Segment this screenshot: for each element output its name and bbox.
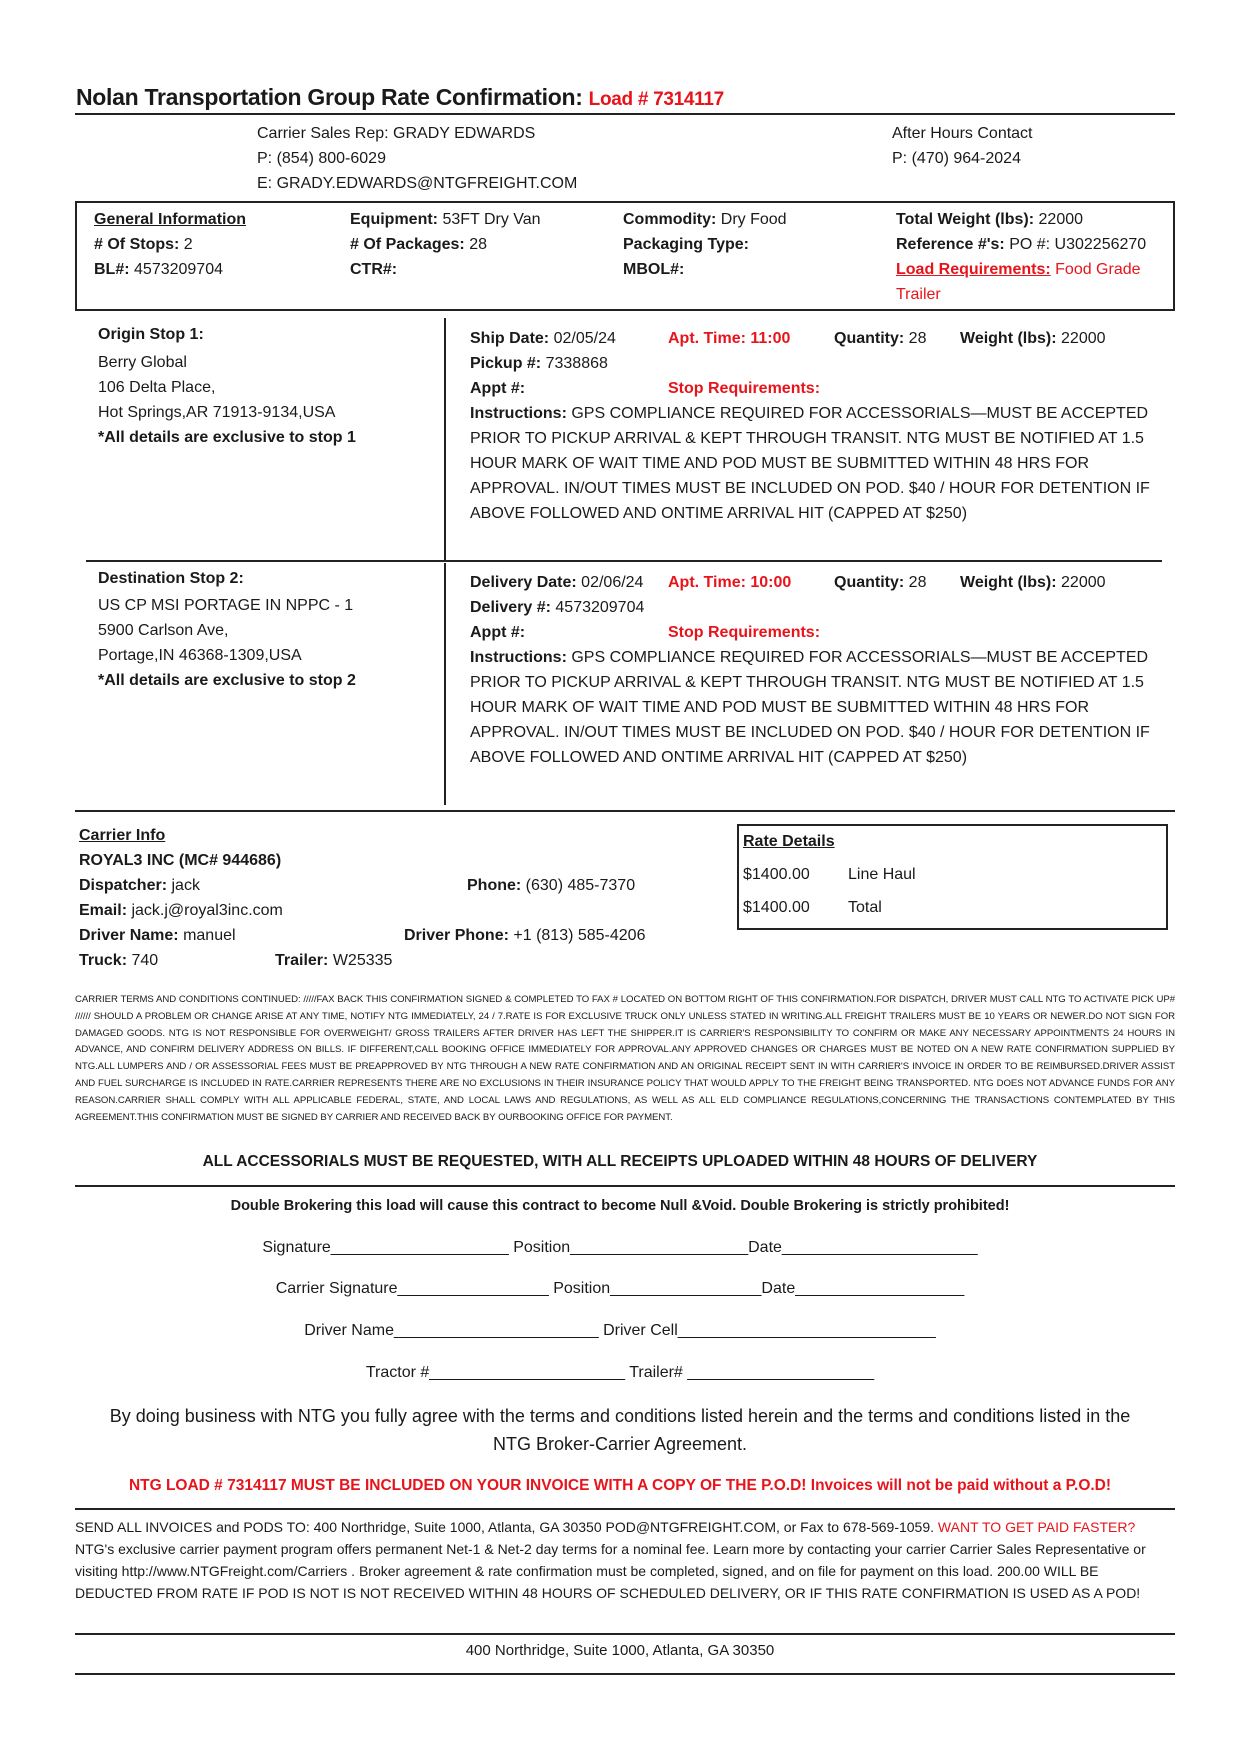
carrier-email-value: jack.j@royal3inc.com (131, 902, 283, 919)
truck-label: Truck: (79, 952, 128, 969)
general-info-heading: General Information (94, 211, 247, 228)
reference-label: Reference #'s: (896, 236, 1005, 253)
pickup-number-value: 7338868 (545, 355, 608, 372)
payment-program-text: NTG's exclusive carrier payment program offers permanent Net-1 & Net-2 day terms for a nominal fee. Learn more by contacting your carrier Carrier Sales Representative or visiting http://www.NTGFreight.com/Carriers . Broker agreement & rate confirmation must be completed, signed, and on file for payment on this load. 200.00 WILL BE DEDUCTED FROM RATE IF POD IS NOT IS NOT RECEIVED WITHIN 48 HOURS OF SCHEDULED DELIVERY, OR IF THIS RATE CONFIRMATION IS USED AS A POD! (75, 1541, 1146, 1601)
accessorials-notice: ALL ACCESSORIALS MUST BE REQUESTED, WITH ALL RECEIPTS UPLOADED WITHIN 48 HOURS OF DELIVERY (202, 1153, 1038, 1170)
dispatcher-label: Dispatcher: (79, 877, 168, 894)
invoice-send-text: SEND ALL INVOICES and PODS TO: 400 Northridge, Suite 1000, Atlanta, GA 30350 POD@NTGFREIGHT.COM, or Fax to 678-569-1059. (75, 1519, 935, 1535)
destination-address-1: 5900 Carlson Ave, (98, 622, 229, 639)
packages (350, 232, 487, 257)
trailer-label: Trailer: (275, 952, 329, 969)
rate-line-haul-amount: $1400.00 (743, 866, 810, 883)
origin-name: Berry Global (98, 354, 187, 371)
delivery-number-value: 4573209704 (555, 599, 645, 616)
ship-date-label: Ship Date: (470, 330, 550, 347)
rate-total-label: Total (848, 899, 882, 916)
after-hours-phone: P: (470) 964-2024 (892, 150, 1021, 167)
origin-weight (960, 326, 1106, 351)
dispatcher-value: jack (171, 877, 200, 894)
origin-apt-time: Apt. Time: 11:00 (668, 330, 791, 347)
driver-phone-label: Driver Phone: (404, 927, 509, 944)
commodity (623, 207, 787, 232)
commodity-value: Dry Food (720, 211, 787, 228)
footer-rule-top (75, 1633, 1175, 1635)
commodity-label: Commodity: (623, 211, 717, 228)
ctr-label: CTR#: (350, 261, 398, 278)
destination-appt-label: Appt #: (470, 624, 526, 641)
origin-weight-label: Weight (lbs): (960, 330, 1057, 347)
invoice-notice: NTG LOAD # 7314117 MUST BE INCLUDED ON YOUR INVOICE WITH A COPY OF THE P.O.D! Invoices will not be paid without a P.O.D! (128, 1477, 1112, 1494)
origin-address-2: Hot Springs,AR 71913-9134,USA (98, 404, 336, 421)
destination-instructions-text: GPS COMPLIANCE REQUIRED FOR ACCESSORIALS—MUST BE ACCEPTED PRIOR TO PICKUP ARRIVAL & KEPT THROUGH TRANSIT. NTG MUST BE NOTIFIED AT 1.5 HOUR MARK OF WAIT TIME AND POD MUST BE SUBMITTED WITHIN 48 HRS FOR APPROVAL. IN/OUT TIMES MUST BE INCLUDED ON POD. $40 / HOUR FOR DETENTION IF ABOVE FOLLOWED AND ONTIME ARRIVAL HIT (CAPPED AT $250) (470, 649, 1150, 766)
rate-line-haul-label: Line Haul (848, 866, 916, 883)
destination-weight-label: Weight (lbs): (960, 574, 1057, 591)
load-requirements-cont: Trailer (896, 286, 941, 303)
load-requirements (896, 257, 1141, 282)
origin-quantity (834, 326, 926, 351)
carrier-signature-line[interactable]: Carrier Signature_________________ Position_________________Date___________________ (275, 1280, 965, 1297)
origin-appt-label: Appt #: (470, 380, 526, 397)
stops-count (94, 232, 193, 257)
destination-apt-time: Apt. Time: 10:00 (668, 574, 792, 591)
carrier-phone-label: Phone: (467, 877, 522, 894)
title-text: Nolan Transportation Group Rate Confirmation: (76, 84, 583, 110)
origin-instructions-text: GPS COMPLIANCE REQUIRED FOR ACCESSORIALS—MUST BE ACCEPTED PRIOR TO PICKUP ARRIVAL & KEPT THROUGH TRANSIT. NTG MUST BE NOTIFIED AT 1.5 HOUR MARK OF WAIT TIME AND POD MUST BE SUBMITTED WITHIN 48 HRS FOR APPROVAL. IN/OUT TIMES MUST BE INCLUDED ON POD. $40 / HOUR FOR DETENTION IF ABOVE FOLLOWED AND ONTIME ARRIVAL HIT (CAPPED AT $250) (470, 405, 1150, 522)
rate-total-amount: $1400.00 (743, 899, 810, 916)
driver-line[interactable]: Driver Name_______________________ Driver Cell_____________________________ (304, 1322, 936, 1339)
bl-value: 4573209704 (134, 261, 223, 278)
stops-label: # Of Stops: (94, 236, 180, 253)
stops-bottom-rule (75, 810, 1175, 812)
rate-details-heading: Rate Details (743, 833, 835, 850)
load-requirements-label: Load Requirements: (896, 261, 1051, 278)
packaging-type-label: Packaging Type: (623, 236, 749, 253)
destination-instructions-label: Instructions: (470, 649, 567, 666)
sales-rep: Carrier Sales Rep: GRADY EDWARDS (257, 125, 536, 142)
tractor-trailer-line[interactable]: Tractor #______________________ Trailer# _____________________ (365, 1364, 875, 1381)
after-hours-label: After Hours Contact (892, 125, 1033, 142)
reference-numbers (896, 232, 1146, 257)
equipment-value: 53FT Dry Van (442, 211, 541, 228)
destination-quantity-value: 28 (908, 574, 927, 591)
driver-phone-value: +1 (813) 585-4206 (513, 927, 646, 944)
origin-ship-date (470, 326, 616, 351)
total-weight-label: Total Weight (lbs): (896, 211, 1035, 228)
destination-quantity (834, 570, 926, 595)
dispatcher (79, 873, 200, 898)
destination-column-divider (444, 563, 446, 805)
destination-stop-requirements: Stop Requirements: (668, 624, 821, 641)
paid-faster-text: WANT TO GET PAID FASTER? (937, 1519, 1136, 1535)
delivery-number-label: Delivery #: (470, 599, 551, 616)
carrier-terms: CARRIER TERMS AND CONDITIONS CONTINUED: /////FAX BACK THIS CONFIRMATION SIGNED & COMPLETED TO FAX # LOCATED ON BOTTOM RIGHT OF THIS CONFIRMATION.FOR DISPATCH, DRIVER MUST CALL NTG TO ACTIVATE PICK UP# ////// SHOULD A PROBLEM OR CHANGE ARISE AT ANY TIME, NOTIFY NTG IMMEDIATELY, 24 / 7.RATE IS FOR EXCLUSIVE TRUCK ONLY UNLESS STATED IN WRITING.ALL FREIGHT TRAILERS MUST BE 10 YEARS OR NEWER.DO NOT SIGN FOR DAMAGED GOODS. NTG IS NOT RESPONSIBLE FOR OVERWEIGHT/ GROSS TRAILERS AFTER DRIVER HAS LEFT THE SHIPPER.IT IS CARRIER'S RESPONSIBILITY TO CONFIRM OR MAKE ANY NECESSARY APPOINTMENTS 24 HOURS IN ADVANCE, AND CONFIRM DELIVERY ADDRESS ON BILLS. IF DIFFERENT,CALL BOOKING OFFICE IMMEDIATELY FOR APPROVAL.ANY APPROVED CHANGES OR CHARGES MUST BE NOTED ON A NEW RATE CONFIRMATION SUPPLIED BY NTG.ALL LUMPERS AND / OR ASSESSORIAL FEES MUST BE PREAPPROVED BY NTG THROUGH A NEW RATE CONFIRMATION AND AN ORIGINAL RECEIPT SENT IN WITH CARRIER'S INVOICE IN ORDER TO BE REIMBURSED.DRIVER ASSIST AND FUEL SURCHARGE IS INCLUDED IN RATE.CARRIER REPRESENTS THERE ARE NO EXCLUSIONS IN THEIR INSURANCE POLICY THAT WOULD APPLY TO THE FREIGHT BEING TRANSPORTED. NTG DOES NOT ADVANCE FUNDS FOR ANY REASON.CARRIER SHALL COMPLY WITH ALL APPLICABLE FEDERAL, STATE, AND LOCAL LAWS AND REGULATIONS, AS WELL AS ALL ELD COMPLIANCE REGULATIONS,CONCERNING THE TRANSACTIONS CONTEMPLATED BY THIS AGREEMENT.THIS CONFIRMATION MUST BE SIGNED BY CARRIER AND RECEIVED BACK BY OURBOOKING OFFICE FOR PAYMENT. (75, 994, 1175, 1123)
equipment (350, 207, 541, 232)
delivery-number (470, 595, 644, 620)
carrier-email-label: Email: (79, 902, 128, 919)
reference-value: PO #: U302256270 (1009, 236, 1147, 253)
sales-rep-email: E: GRADY.EDWARDS@NTGFREIGHT.COM (257, 175, 578, 192)
origin-address-1: 106 Delta Place, (98, 379, 216, 396)
destination-name: US CP MSI PORTAGE IN NPPC - 1 (98, 597, 354, 614)
origin-note: *All details are exclusive to stop 1 (98, 429, 356, 446)
origin-heading: Origin Stop 1: (98, 326, 204, 343)
carrier-phone-value: (630) 485-7370 (525, 877, 636, 894)
destination-instructions (470, 645, 1170, 770)
origin-weight-value: 22000 (1061, 330, 1106, 347)
trailer-value: W25335 (332, 952, 393, 969)
destination-heading: Destination Stop 2: (98, 570, 244, 587)
destination-address-2: Portage,IN 46368-1309,USA (98, 647, 302, 664)
origin-instructions (470, 401, 1170, 526)
agreement-text-1: By doing business with NTG you fully agree with the terms and conditions listed herein and the terms and conditions listed in the (109, 1406, 1131, 1426)
total-weight (896, 207, 1083, 232)
load-number: Load # 7314117 (588, 89, 724, 110)
equipment-label: Equipment: (350, 211, 438, 228)
truck-value: 740 (131, 952, 159, 969)
packages-value: 28 (469, 236, 487, 253)
footer-rule-bottom (75, 1673, 1175, 1675)
carrier-info-heading: Carrier Info (79, 827, 166, 844)
invoice-instructions (75, 1516, 1175, 1604)
driver-name-value: manuel (183, 927, 236, 944)
trailer (275, 948, 392, 973)
destination-weight (960, 570, 1106, 595)
origin-instructions-label: Instructions: (470, 405, 567, 422)
bl-number (94, 257, 223, 282)
agreement-text-2: NTG Broker-Carrier Agreement. (492, 1434, 748, 1454)
signature-line[interactable]: Signature____________________ Position____________________Date______________________ (262, 1239, 978, 1256)
destination-weight-value: 22000 (1061, 574, 1106, 591)
stops-value: 2 (183, 236, 193, 253)
origin-quantity-value: 28 (908, 330, 927, 347)
invoice-rule (75, 1508, 1175, 1510)
driver-name (79, 923, 236, 948)
pickup-number-label: Pickup #: (470, 355, 542, 372)
footer-address: 400 Northridge, Suite 1000, Atlanta, GA 30350 (465, 1642, 775, 1659)
ship-date-value: 02/05/24 (553, 330, 616, 347)
bl-label: BL#: (94, 261, 130, 278)
page-title (76, 84, 724, 111)
carrier-name: ROYAL3 INC (MC# 944686) (79, 852, 282, 869)
destination-note: *All details are exclusive to stop 2 (98, 672, 356, 689)
destination-quantity-label: Quantity: (834, 574, 905, 591)
mbol-label: MBOL#: (623, 261, 685, 278)
stop-divider (86, 560, 1162, 562)
origin-quantity-label: Quantity: (834, 330, 905, 347)
total-weight-value: 22000 (1038, 211, 1084, 228)
double-brokering-notice: Double Brokering this load will cause this contract to become Null &Void. Double Brokering is strictly prohibited! (230, 1198, 1010, 1214)
delivery-date (470, 570, 643, 595)
delivery-date-value: 02/06/24 (581, 574, 644, 591)
packages-label: # Of Packages: (350, 236, 465, 253)
origin-column-divider (444, 318, 446, 560)
origin-stop-requirements: Stop Requirements: (668, 380, 821, 397)
delivery-date-label: Delivery Date: (470, 574, 577, 591)
load-requirements-value: Food Grade (1055, 261, 1141, 278)
driver-phone (404, 923, 645, 948)
notice-rule (75, 1185, 1175, 1187)
truck (79, 948, 158, 973)
title-rule (75, 113, 1175, 115)
pickup-number (470, 351, 608, 376)
sales-rep-phone: P: (854) 800-6029 (257, 150, 386, 167)
carrier-email (79, 898, 283, 923)
driver-name-label: Driver Name: (79, 927, 179, 944)
carrier-phone (467, 873, 635, 898)
